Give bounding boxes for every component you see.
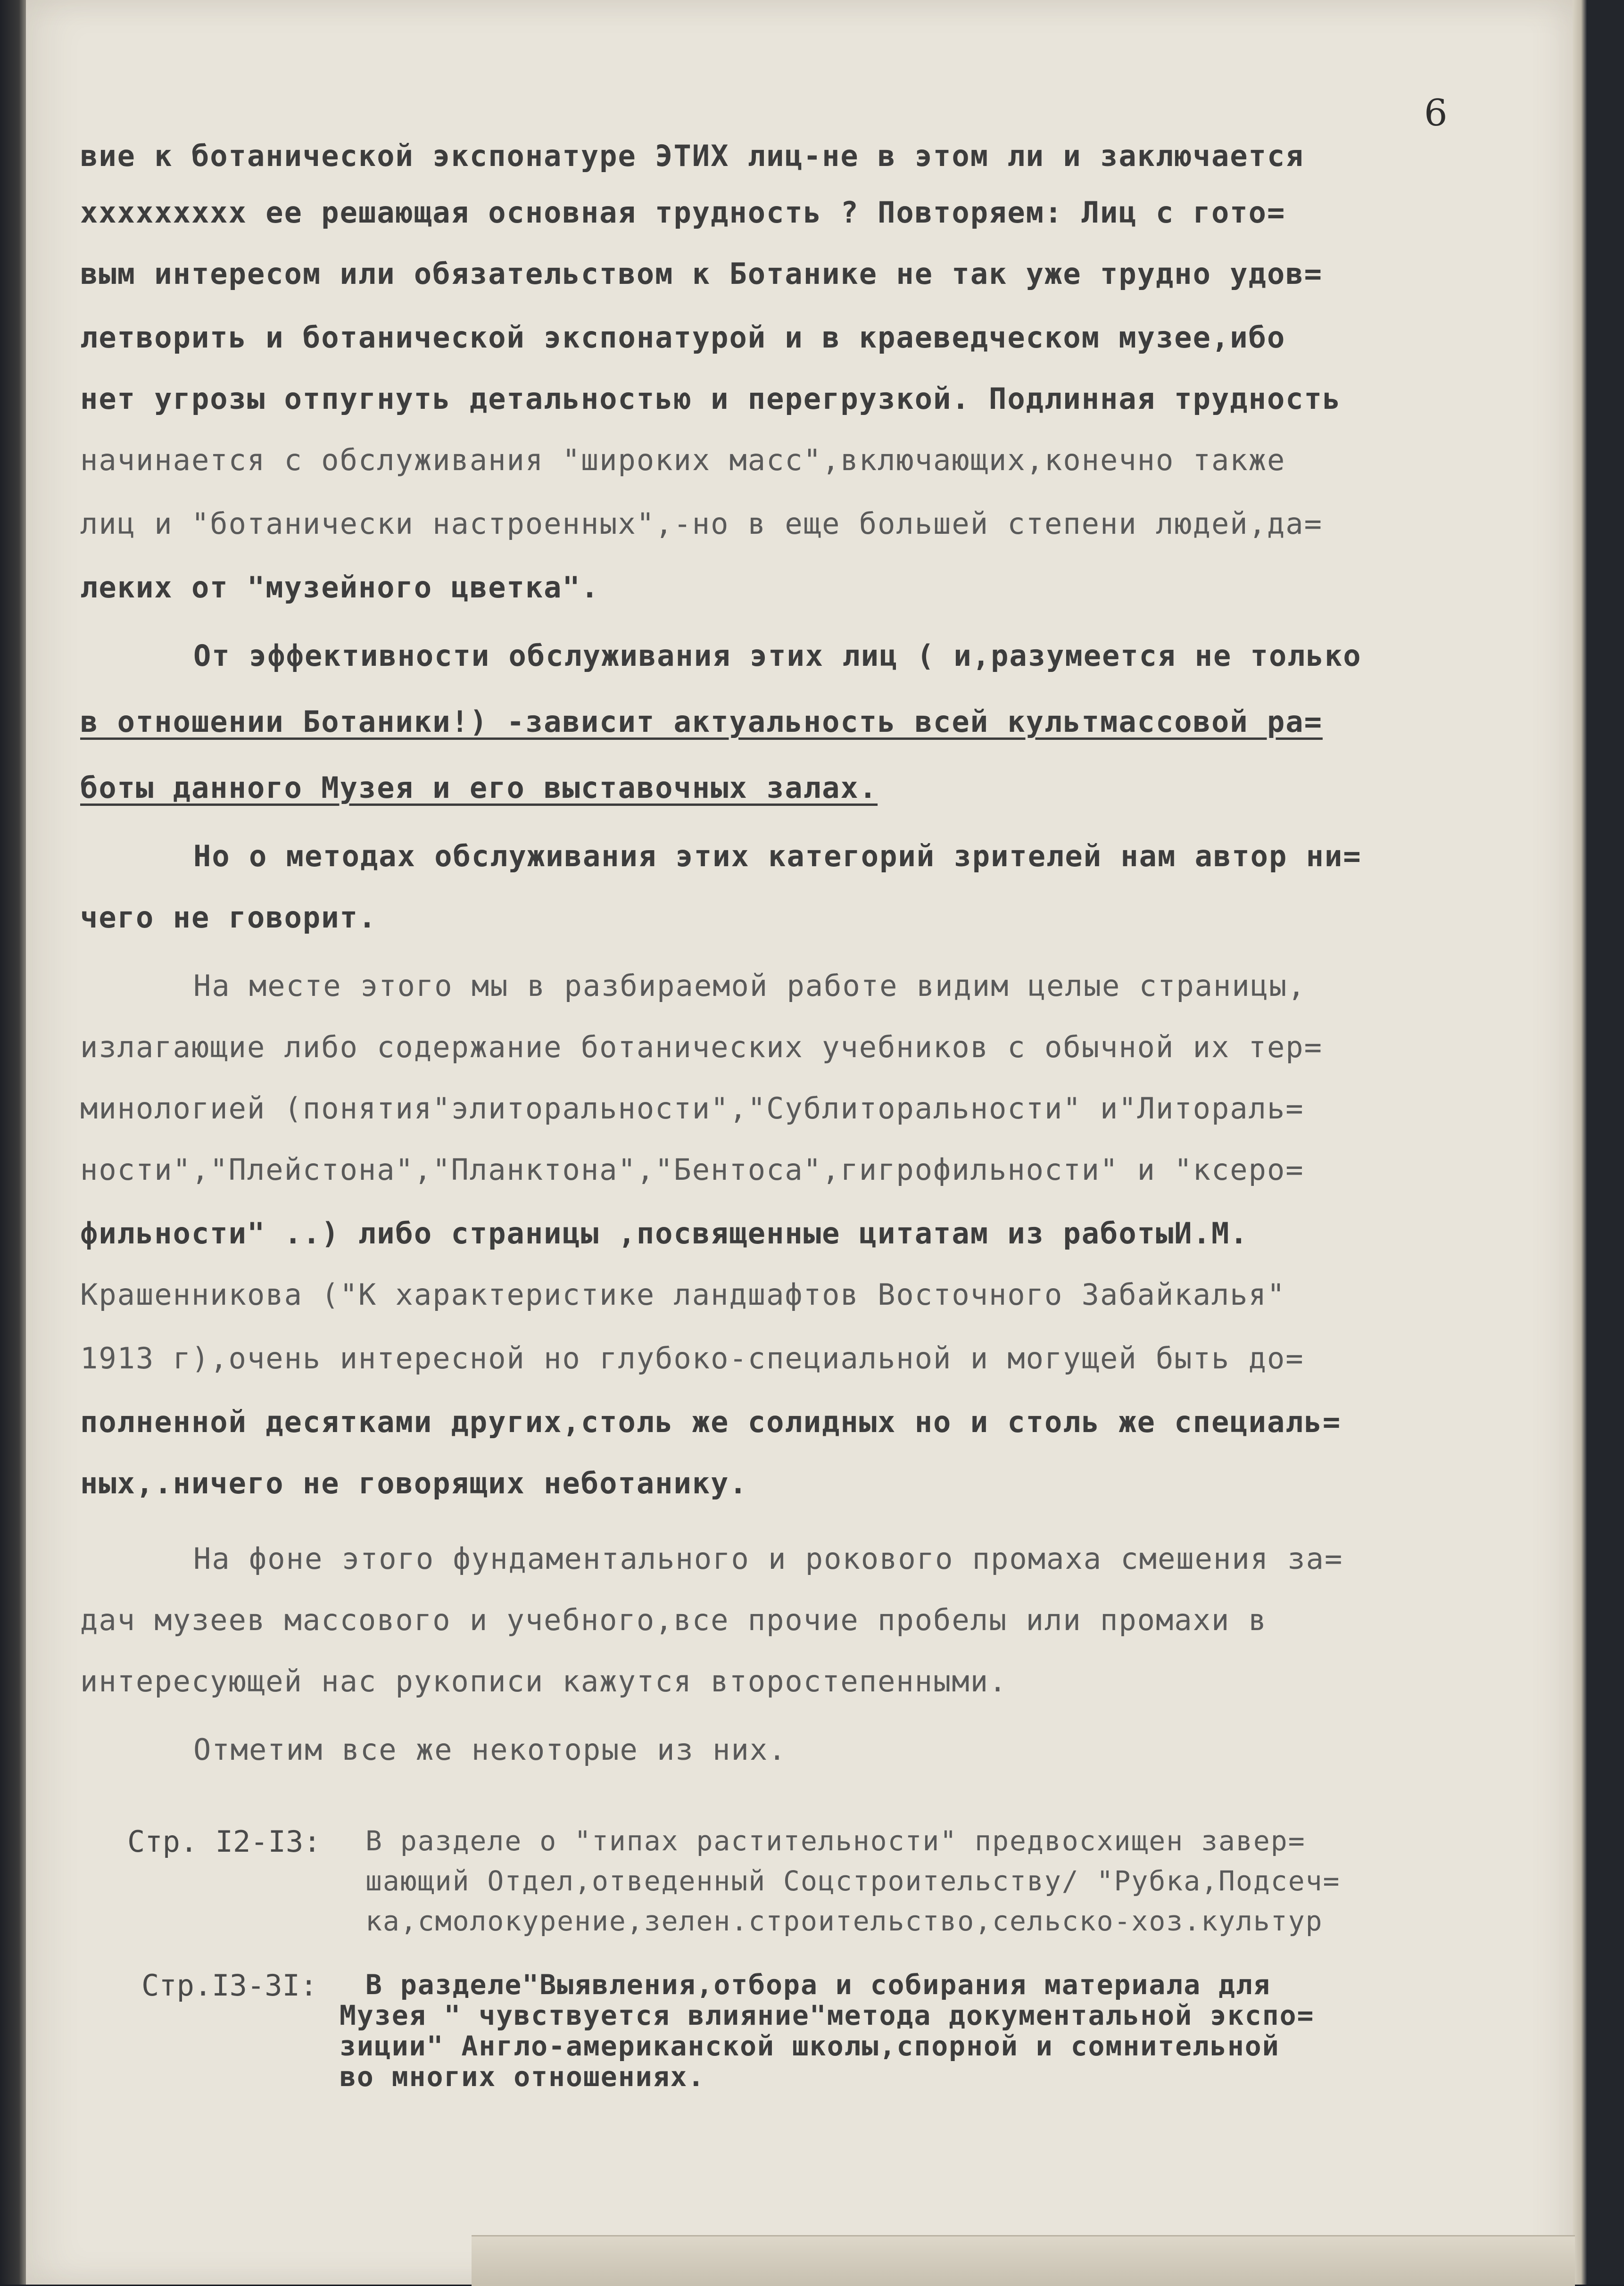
body-line: в отношении Ботаники!) -зависит актуальность всей культмассовой ра= (80, 704, 1323, 739)
reference-label: Стр. I2-I3: (127, 1824, 321, 1859)
reference-line: шающий Отдел,отведенный Соцстроительству/ "Рубка,Подсеч= (365, 1865, 1341, 1897)
body-line: На месте этого мы в разбираемой работе видим целые страницы, (193, 969, 1306, 1003)
reference-line: во многих отношениях. (340, 2061, 705, 2093)
reference-label: Стр.I3-3I: (141, 1968, 318, 2003)
body-line: летворить и ботанической экспонатурой и в краеведческом музее,ибо (80, 320, 1286, 355)
body-line: От эффективности обслуживания этих лиц ( и,разумеется не только (193, 638, 1362, 673)
body-line: ности","Плейстона","Планктона","Бентоса",гигрофильности" и "ксеро= (80, 1152, 1304, 1187)
body-line: нет угрозы отпугнуть детальностью и перегрузкой. Подлинная трудность (80, 381, 1342, 416)
body-line: ххххххххх ее решающая основная трудность ? Повторяем: Лиц с гото= (80, 195, 1286, 230)
body-line: начинается с обслуживания "широких масс",включающих,конечно также (80, 443, 1286, 477)
page-edge (1573, 0, 1587, 2285)
body-line: Но о методах обслуживания этих категорий зрителей нам автор ни= (193, 839, 1362, 873)
body-line: вие к ботанической экспонатуре ЭТИХ лиц-не в этом ли и заключается (80, 139, 1304, 173)
reference-line: зиции" Англо-американской школы,спорной и сомнительной (340, 2030, 1280, 2062)
body-line: леких от "музейного цветка". (80, 570, 600, 605)
reference-line: Музея " чувствуется влияние"метода документальной экспо= (340, 1999, 1315, 2031)
body-line: На фоне этого фундаментального и рокового промаха смешения за= (193, 1541, 1343, 1576)
body-line: боты данного Музея и его выставочных залах. (80, 770, 878, 805)
body-line: минологией (понятия"элиторальности","Сублиторальности" и"Литораль= (80, 1091, 1304, 1126)
body-line: лиц и "ботанически настроенных",-но в еще большей степени людей,да= (80, 506, 1323, 541)
page-number: 6 (1424, 92, 1448, 134)
body-line: полненной десятками других,столь же солидных но и столь же специаль= (80, 1405, 1342, 1439)
body-line: вым интересом или обязательством к Ботанике не так уже трудно удов= (80, 257, 1323, 291)
reference-line: ка,смолокурение,зелен.строительство,сельско-хоз.культур (365, 1905, 1323, 1937)
body-line: излагающие либо содержание ботанических учебников с обычной их тер= (80, 1030, 1323, 1064)
body-line: Отметим все же некоторые из них. (193, 1732, 787, 1767)
body-line: 1913 г),очень интересной но глубоко-специальной и могущей быть до= (80, 1341, 1304, 1375)
body-line: Крашенникова ("К характеристике ландшафтов Восточного Забайкалья" (80, 1277, 1286, 1312)
underlying-sheets (472, 2235, 1575, 2286)
reference-line: В разделе о "типах растительности" предвосхищен завер= (365, 1825, 1306, 1857)
body-line: интересующей нас рукописи кажутся второстепенными. (80, 1664, 1008, 1698)
body-line: чего не говорит. (80, 900, 377, 935)
body-line: фильности" ..) либо страницы ,посвященные цитатам из работыИ.М. (80, 1216, 1249, 1251)
body-line: ных,.ничего не говорящих неботанику. (80, 1466, 748, 1500)
reference-line: В разделе"Выявления,отбора и собирания материала для (365, 1969, 1271, 2001)
body-line: дач музеев массового и учебного,все прочие пробелы или промахи в (80, 1603, 1267, 1637)
